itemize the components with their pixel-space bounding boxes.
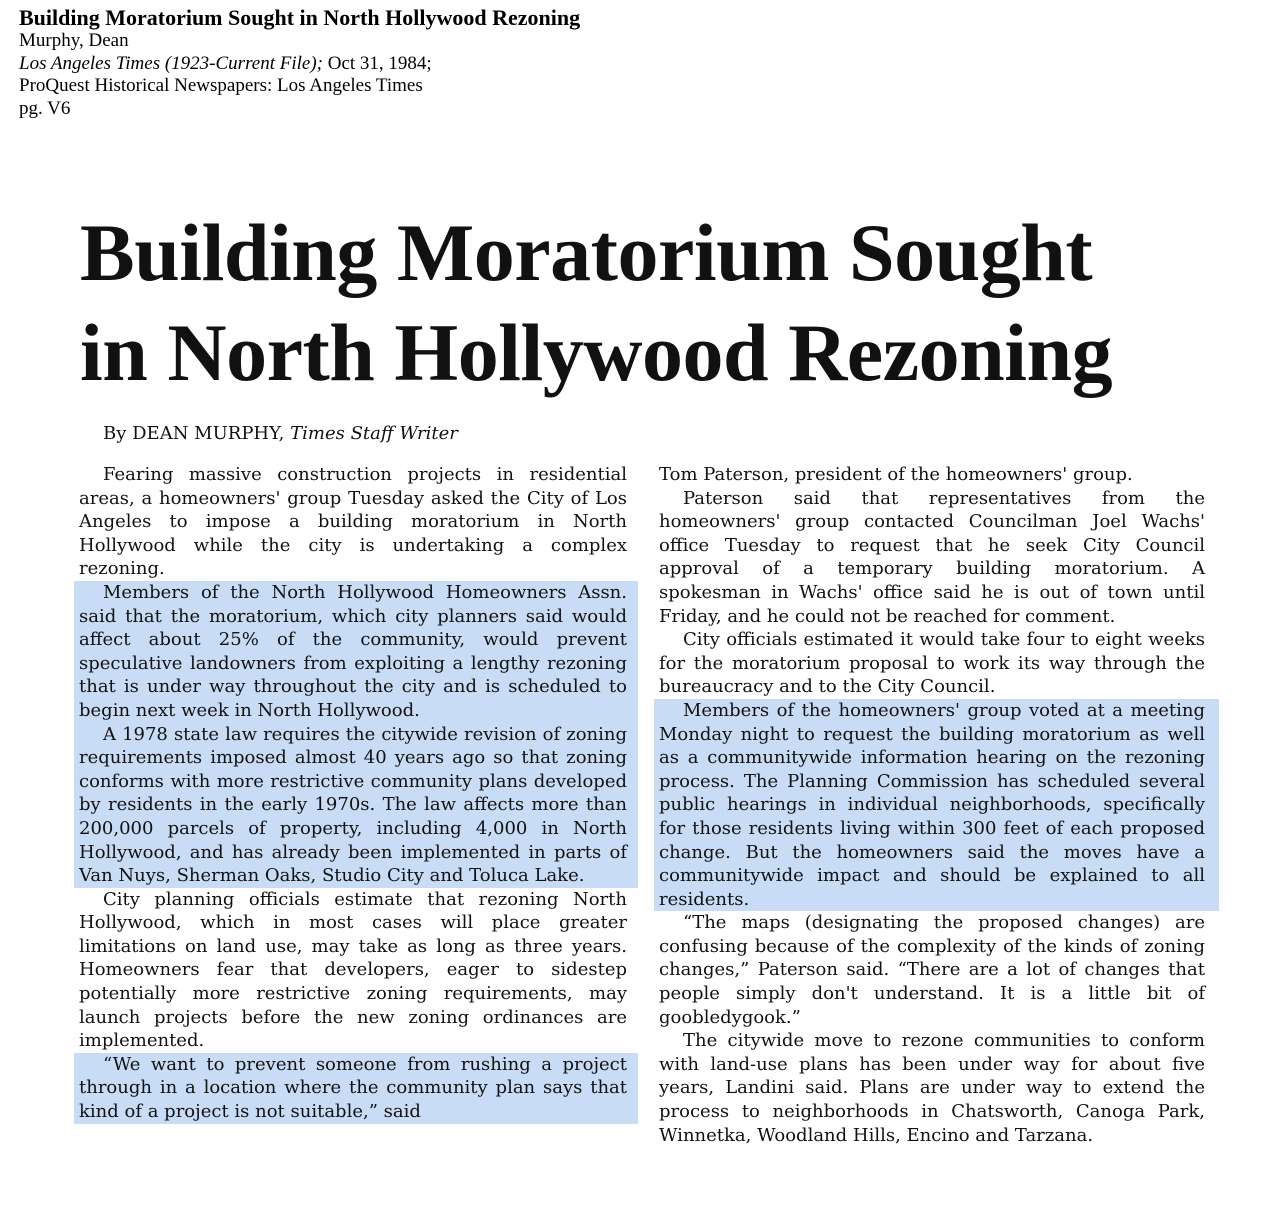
citation-author: Murphy, Dean [19, 30, 129, 51]
article-paragraph-highlighted: “We want to prevent someone from rushing a project through in a location where the community plan says that kind of a project is not suitable,” said [74, 1053, 638, 1124]
citation-source-line [19, 53, 580, 76]
citation-page: pg. V6 [19, 97, 71, 119]
article-paragraph: Fearing massive construction projects in residential areas, a homeowners' group Tuesday asked the City of Los Angeles to impose a building moratorium in North Hollywood while the city is undertaking a complex rezoning. [79, 464, 627, 580]
article-paragraph-highlighted: A 1978 state law requires the citywide revision of zoning requirements imposed almost 40 years ago so that zoning conforms with more restrictive community plans developed by residents in the early 1970s. The law affects more than 200,000 parcels of property, including 4,000 in North Hollywood, and has already been implemented in parts of Van Nuys, Sherman Oaks, Studio City and Toluca Lake. [74, 723, 638, 888]
article-column-left [79, 463, 627, 1124]
citation-database: ProQuest Historical Newspapers: Los Angeles Times [19, 75, 423, 96]
article-paragraph: “The maps (designating the proposed changes) are confusing because of the complexity of the kinds of zoning changes,” Paterson said. “There are a lot of changes that people simply don't understand. It is a little bit of goobledygook.” [659, 912, 1205, 1028]
article-headline [80, 203, 1112, 403]
headline-line-2: in North Hollywood Rezoning [80, 307, 1113, 398]
byline [103, 421, 458, 447]
byline-role: Times Staff Writer [290, 423, 458, 444]
article-paragraph: Paterson said that representatives from the homeowners' group contacted Councilman Joel Wachs' office Tuesday to request that he seek City Council approval of a temporary building moratorium. A spokesman in Wachs' office said he is out of town until Friday, and he could not be reached for comment. [659, 487, 1205, 627]
article-paragraph: City planning officials estimate that rezoning North Hollywood, which in most cases will place greater limitations on land use, may take as long as three years. Homeowners fear that developers, eager to sidestep potentially more restrictive zoning requirements, may launch projects before the new zoning ordinances are implemented. [79, 888, 627, 1052]
citation-block [19, 6, 580, 120]
article-paragraph-highlighted: Members of the homeowners' group voted at a meeting Monday night to request the building moratorium as well as a communitywide information hearing on the rezoning process. The Planning Commission has scheduled several public hearings in individual neighborhoods, specifically for those residents living within 300 feet of each proposed change. But the homeowners said the moves have a communitywide impact and should be explained to all residents. [654, 699, 1219, 911]
citation-title: Building Moratorium Sought in North Hollywood Rezoning [19, 5, 581, 30]
headline-line-1: Building Moratorium Sought [80, 207, 1093, 298]
citation-date: Oct 31, 1984; [322, 52, 432, 74]
article-column-right [659, 463, 1205, 1147]
citation-source: Los Angeles Times (1923-Current File); [19, 52, 323, 74]
article-paragraph: The citywide move to rezone communities to conform with land-use plans has been under way for about five years, Landini said. Plans are under way to extend the process to neighborhoods in Chatsworth, Canoga Park, Winnetka, Woodland Hills, Encino and Tarzana. [659, 1030, 1205, 1146]
article-paragraph: City officials estimated it would take four to eight weeks for the moratorium proposal to work its way through the bureaucracy and to the City Council. [659, 629, 1205, 698]
byline-author: By DEAN MURPHY, [103, 423, 291, 444]
article-paragraph-continued: Tom Paterson, president of the homeowners' group. [659, 464, 1133, 485]
article-paragraph-highlighted: Members of the North Hollywood Homeowners Assn. said that the moratorium, which city planners said would affect about 25% of the community, would prevent speculative landowners from exploiting a lengthy rezoning that is under way throughout the city and is scheduled to begin next week in North Hollywood. [74, 581, 638, 723]
